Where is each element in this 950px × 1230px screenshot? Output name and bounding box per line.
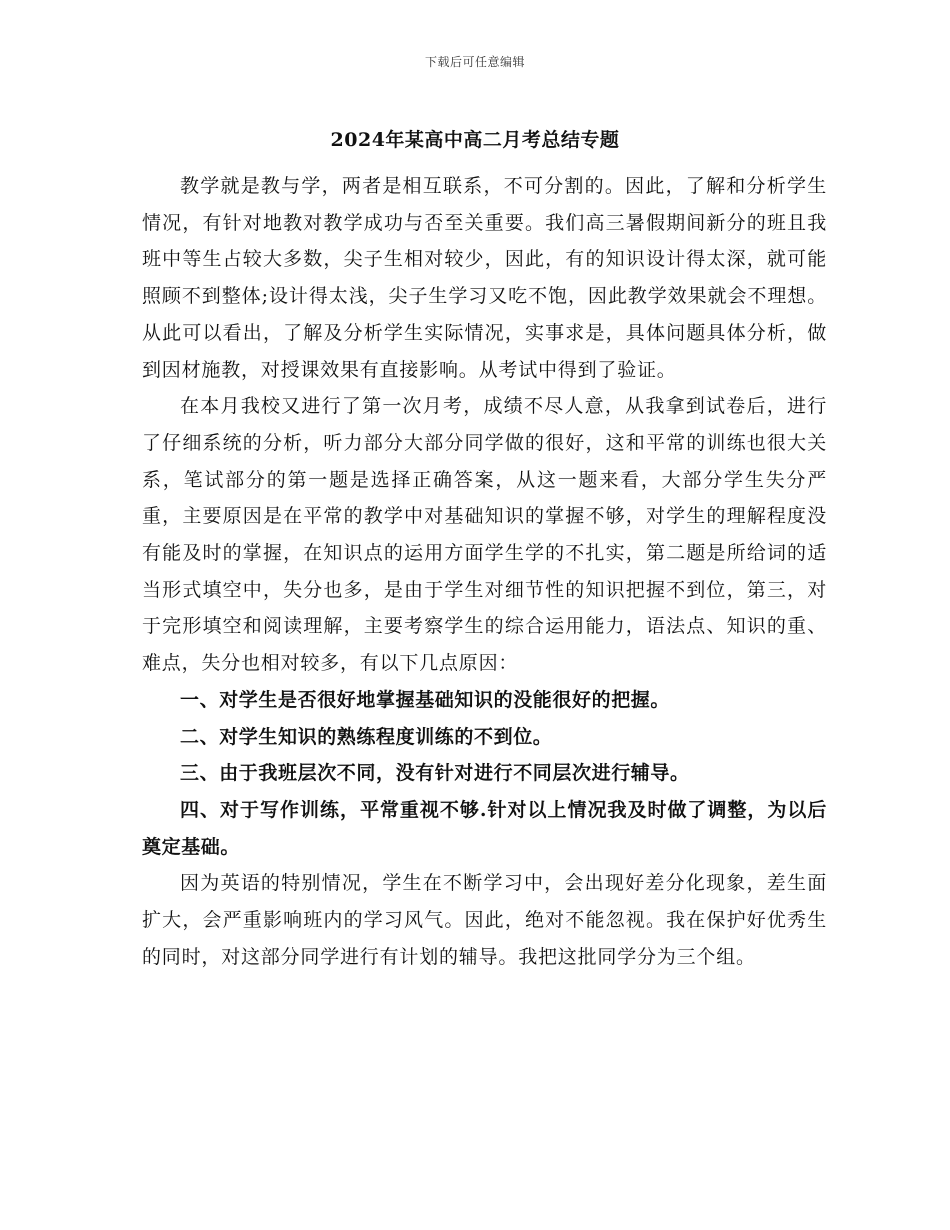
paragraph-exam-analysis: 在本月我校又进行了第一次月考，成绩不尽人意，从我拿到试卷后，进行了仔细系统的分析，听力部分大部分同学做的很好，这和平常的训练也很大关系，笔试部分的第一题是选择正确答案，从这一题来看，大部分学生失分严重，主要原因是在平常的教学中对基础知识的掌握不够，对学生的理解程度没有能及时的掌握，在知识点的运用方面学生学的不扎实，第二题是所给词的适当形式填空中，失分也多，是由于学生对细节性的知识把握不到位，第三，对于完形填空和阅读理解，主要考察学生的综合运用能力，语法点、知识的重、难点，失分也相对较多，有以下几点原因： [142,395,827,675]
document-title: 2024年某高中高二月考总结专题 [330,129,620,151]
document-body [142,168,827,975]
reason-item-1: 一、对学生是否很好地掌握基础知识的没能很好的把握。 [180,688,671,711]
reason-item-2: 二、对学生知识的熟练程度训练的不到位。 [180,725,553,748]
paragraph-tutoring: 因为英语的特别情况，学生在不断学习中，会出现好差分化现象，差生面扩大，会严重影响班内的学习风气。因此，绝对不能忽视。我在保护好优秀生的同时，对这部分同学进行有计划的辅导。我把这批同学分为三个组。 [142,872,827,968]
reason-item-3: 三、由于我班层次不同，没有针对进行不同层次进行辅导。 [180,762,690,785]
reason-item-4: 四、对于写作训练，平常重视不够.针对以上情况我及时做了调整，为以后奠定基础。 [142,798,827,858]
page-header: 下载后可任意编辑 [424,55,525,69]
paragraph-intro: 教学就是教与学，两者是相互联系，不可分割的。因此，了解和分析学生情况，有针对地教对教学成功与否至关重要。我们高三暑假期间新分的班且我班中等生占较大多数，尖子生相对较少，因此，有的知识设计得太深，就可能照顾不到整体;设计得太浅，尖子生学习又吃不饱，因此教学效果就会不理想。从此可以看出，了解及分析学生实际情况，实事求是，具体问题具体分析，做到因材施教，对授课效果有直接影响。从考试中得到了验证。 [142,175,827,381]
